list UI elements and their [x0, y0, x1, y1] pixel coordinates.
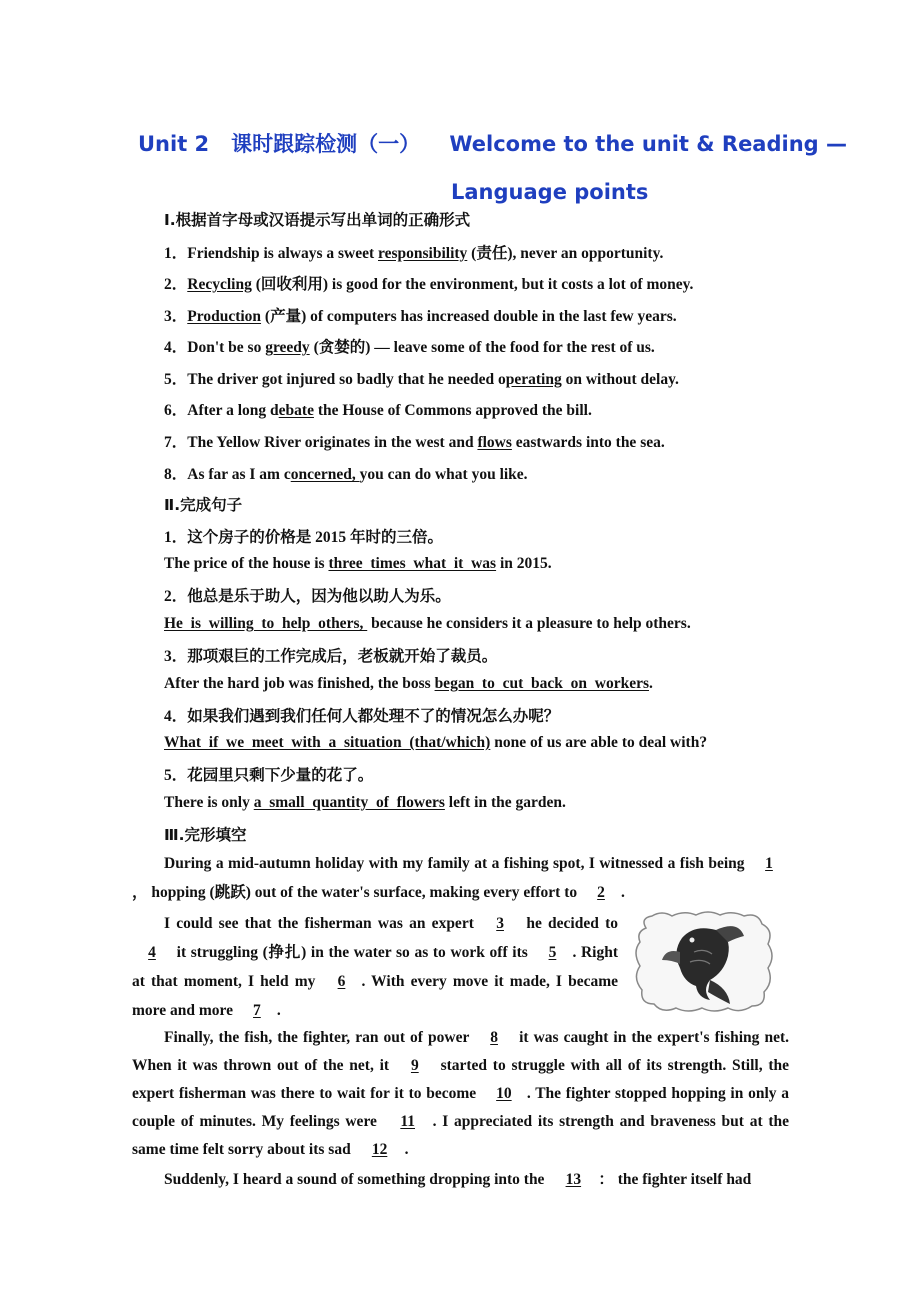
answer: a small quantity of flowers	[253, 794, 445, 811]
blank-4: 4	[148, 944, 156, 961]
answer: ebate	[278, 402, 314, 419]
answer: Recycling	[187, 276, 252, 293]
blank-11: 11	[400, 1113, 415, 1130]
s2-item-5-cn: 5．花园里只剩下少量的花了。	[164, 767, 374, 784]
section2-heading: Ⅱ.完成句子	[164, 496, 243, 514]
blank-9: 9	[410, 1057, 419, 1074]
answer: He is willing to help others,	[164, 615, 368, 632]
answer: began to cut back on workers	[434, 675, 649, 692]
blank-12: 12	[371, 1141, 388, 1158]
section3-heading: Ⅲ.完形填空	[164, 826, 247, 844]
s1-item-5: 5．The driver got injured so badly that he needed operating on without delay.	[164, 371, 679, 388]
blank-6: 6	[337, 973, 346, 990]
answer: greedy	[265, 339, 310, 356]
s2-item-4-cn: 4．如果我们遇到我们任何人都处理不了的情况怎么办呢？	[164, 708, 560, 725]
cloze-paragraph-3: Finally, the fish, the fighter, ran out of power 8 it was caught in the expert's fishing net. When it was thrown out of the net, it 9 started to struggle with all of its strength. Still, the expert fisherman was there to wait for it to become 10 . The fighter stopped hopping in only a couple of minutes. My feelings were 11 . I appreciated its strength and braveness but at the same time felt sorry about its sad 12 .	[132, 1024, 789, 1164]
s1-item-6: 6．After a long debate the House of Commons approved the bill.	[164, 402, 592, 419]
answer: flows	[477, 434, 512, 451]
title-line-1: Unit 2 课时跟踪检测（一） Welcome to the unit & Reading —	[138, 132, 848, 156]
cloze-paragraph-2: I could see that the fisherman was an expert 3 he decided to 4 it struggling (挣扎) in the water so as to work off its 5 . Right at that moment, I held my 6 . With every move it made, I became more and more 7 .	[132, 909, 618, 1025]
blank-13: 13	[565, 1171, 582, 1188]
section1-heading: Ⅰ.根据首字母或汉语提示写出单词的正确形式	[164, 211, 471, 229]
answer: Production	[187, 308, 262, 325]
blank-7: 7	[253, 1002, 261, 1019]
cloze-paragraph-4: Suddenly, I heard a sound of something dropping into the 13 ： the fighter itself had	[132, 1165, 789, 1194]
answer: three times what it was	[328, 555, 497, 572]
s1-item-1: 1．Friendship is always a sweet responsibility (责任), never an opportunity.	[164, 245, 664, 262]
answer: What if we meet with a situation (that/which)	[164, 734, 491, 751]
page-title	[138, 120, 848, 216]
koi-fish-icon	[632, 908, 776, 1016]
answer: responsibility	[378, 245, 468, 262]
blank-10: 10	[496, 1085, 512, 1102]
s1-item-8: 8．As far as I am concerned, you can do what you like.	[164, 466, 528, 483]
s2-item-4-en: What if we meet with a situation (that/which) none of us are able to deal with?	[164, 734, 708, 751]
answer: oncerned,	[290, 466, 360, 483]
blank-2: 2	[597, 884, 605, 901]
s2-item-5-en: There is only a small quantity of flowers left in the garden.	[164, 794, 566, 811]
cloze-paragraph-1: During a mid-autumn holiday with my family at a fishing spot, I witnessed a fish being 1， hopping (跳跃) out of the water's surface, making every effort to 2 .	[132, 849, 789, 907]
blank-8: 8	[490, 1029, 498, 1046]
s2-item-2-cn: 2．他总是乐于助人，因为他以助人为乐。	[164, 588, 451, 605]
blank-5: 5	[548, 944, 557, 961]
s2-item-3-en: After the hard job was finished, the boss began to cut back on workers.	[164, 675, 653, 692]
fish-illustration	[632, 908, 776, 1016]
s1-item-2: 2．Recycling (回收利用) is good for the environment, but it costs a lot of money.	[164, 276, 694, 293]
s1-item-7: 7．The Yellow River originates in the west and flows eastwards into the sea.	[164, 434, 665, 451]
s1-item-3: 3．Production (产量) of computers has increased double in the last few years.	[164, 308, 677, 325]
blank-3: 3	[496, 915, 504, 932]
s2-item-1-cn: 1．这个房子的价格是 2015 年时的三倍。	[164, 529, 444, 546]
s2-item-1-en: The price of the house is three times what it was in 2015.	[164, 555, 552, 572]
s2-item-3-cn: 3．那项艰巨的工作完成后，老板就开始了裁员。	[164, 648, 498, 665]
blank-1: 1	[765, 855, 773, 872]
s2-item-2-en: He is willing to help others, because he considers it a pleasure to help others.	[164, 615, 691, 632]
s1-item-4: 4．Don't be so greedy (贪婪的) — leave some of the food for the rest of us.	[164, 339, 655, 356]
answer: perating	[505, 371, 562, 388]
title-line-2: Language points	[451, 180, 649, 204]
